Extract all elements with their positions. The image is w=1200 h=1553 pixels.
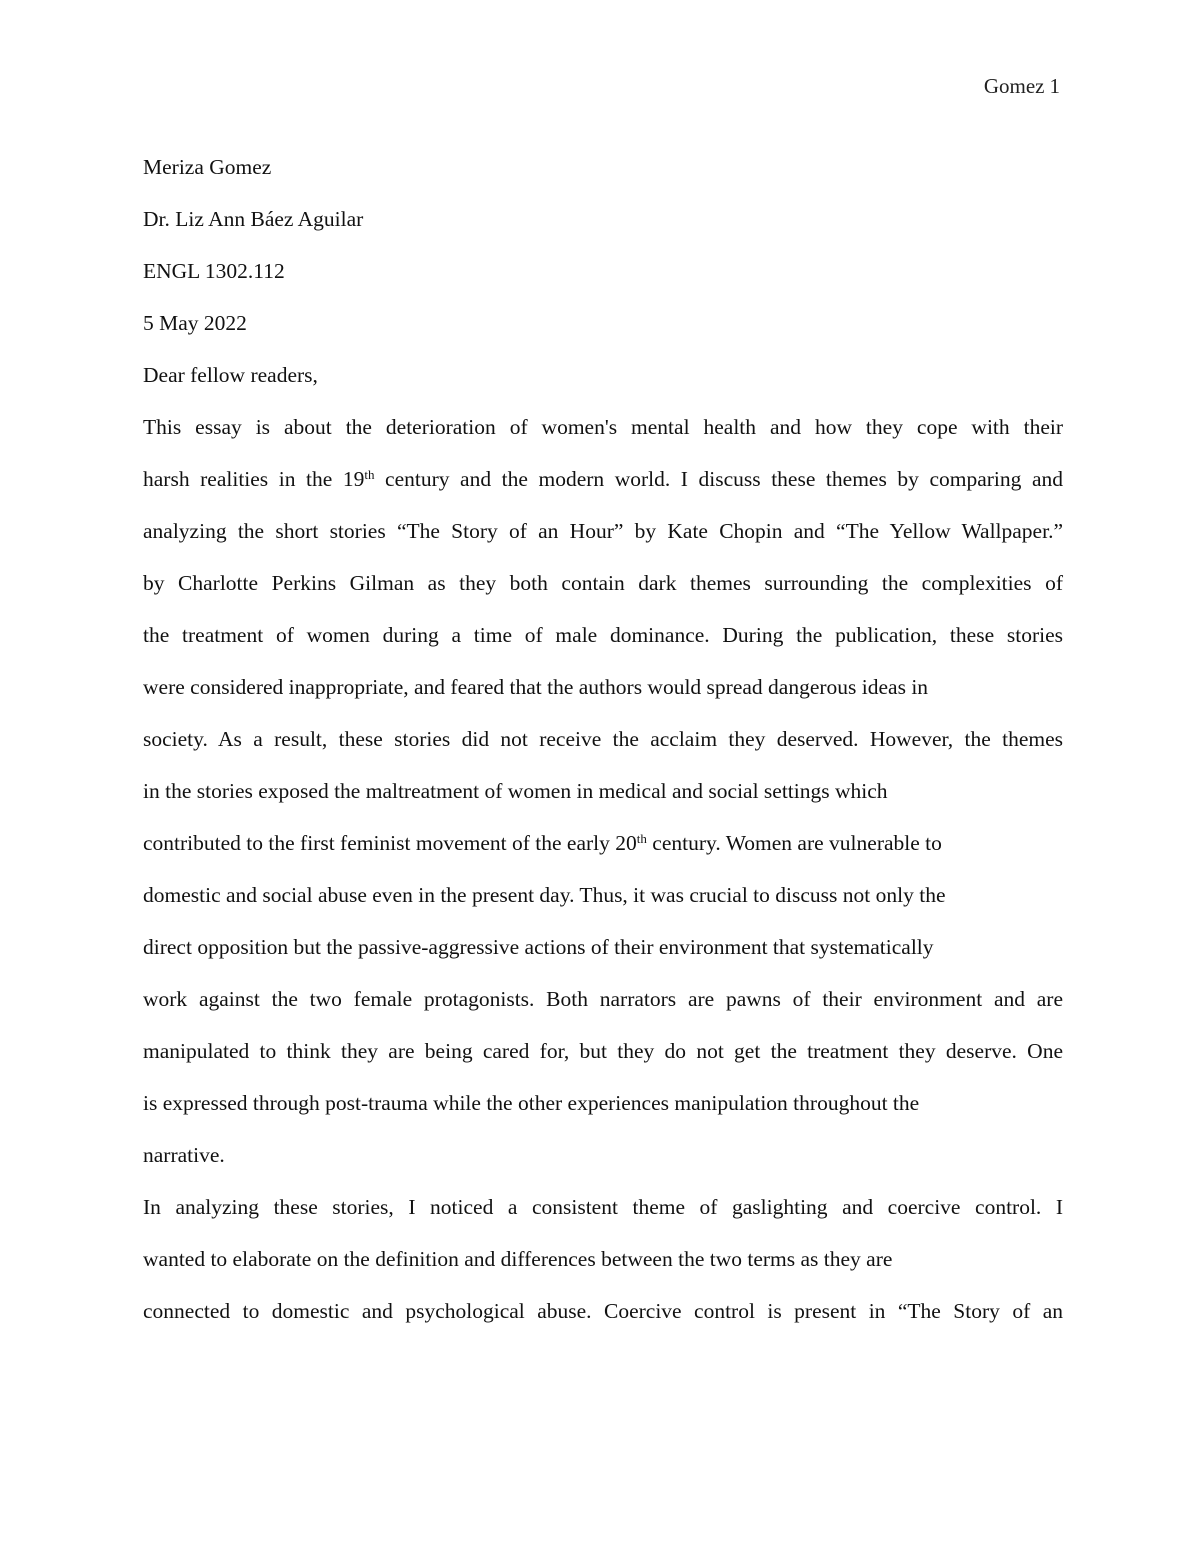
paragraph-line: in the stories exposed the maltreatment of women in medical and social settings which [143, 779, 888, 803]
paragraph-line: connected to domestic and psychological abuse. Coercive control is present in “The Story of an [143, 1299, 1063, 1323]
superscript: th [636, 831, 647, 846]
paragraph-line: wanted to elaborate on the definition and differences between the two terms as they are [143, 1247, 893, 1271]
paragraph-1 [143, 401, 1063, 1181]
paragraph-line: society. As a result, these stories did not receive the acclaim they deserved. However, the themes [143, 727, 1063, 751]
salutation: Dear fellow readers, [143, 363, 318, 387]
paragraph-line: by Charlotte Perkins Gilman as they both contain dark themes surrounding the complexities of [143, 571, 1063, 595]
superscript: th [364, 467, 375, 482]
document-body [143, 141, 1063, 1337]
paragraph-line: the treatment of women during a time of male dominance. During the publication, these stories [143, 623, 1063, 647]
header-surname: Gomez [983, 74, 1045, 98]
paragraph-line: This essay is about the deterioration of women's mental health and how they cope with their [143, 415, 1063, 439]
student-name: Meriza Gomez [143, 155, 272, 179]
page-number: 1 [1049, 74, 1060, 98]
date: 5 May 2022 [143, 311, 247, 335]
paragraph-line: manipulated to think they are being cared for, but they do not get the treatment they deserve. One [143, 1039, 1063, 1063]
course-code: ENGL 1302.112 [143, 259, 285, 283]
paragraph-2 [143, 1181, 1063, 1337]
paragraph-line: were considered inappropriate, and feared that the authors would spread dangerous ideas in [143, 675, 929, 699]
instructor-name: Dr. Liz Ann Báez Aguilar [143, 207, 364, 231]
paragraph-line: domestic and social abuse even in the present day. Thus, it was crucial to discuss not only the [143, 883, 946, 907]
paragraph-line: narrative. [143, 1143, 225, 1167]
paragraph-line: direct opposition but the passive-aggressive actions of their environment that systematically [143, 935, 934, 959]
paragraph-line: work against the two female protagonists. Both narrators are pawns of their environment and are [143, 987, 1063, 1011]
paragraph-line: harsh realities in the 19th century and the modern world. I discuss these themes by comparing and [143, 467, 1063, 491]
paragraph-line: In analyzing these stories, I noticed a consistent theme of gaslighting and coercive control. I [143, 1195, 1063, 1219]
paragraph-line: contributed to the first feminist movement of the early 20th century. Women are vulnerable to [143, 831, 942, 855]
running-header [984, 74, 1060, 99]
paragraph-line: analyzing the short stories “The Story of an Hour” by Kate Chopin and “The Yellow Wallpaper.” [143, 519, 1063, 543]
paragraph-line: is expressed through post-trauma while the other experiences manipulation throughout the [143, 1091, 920, 1115]
